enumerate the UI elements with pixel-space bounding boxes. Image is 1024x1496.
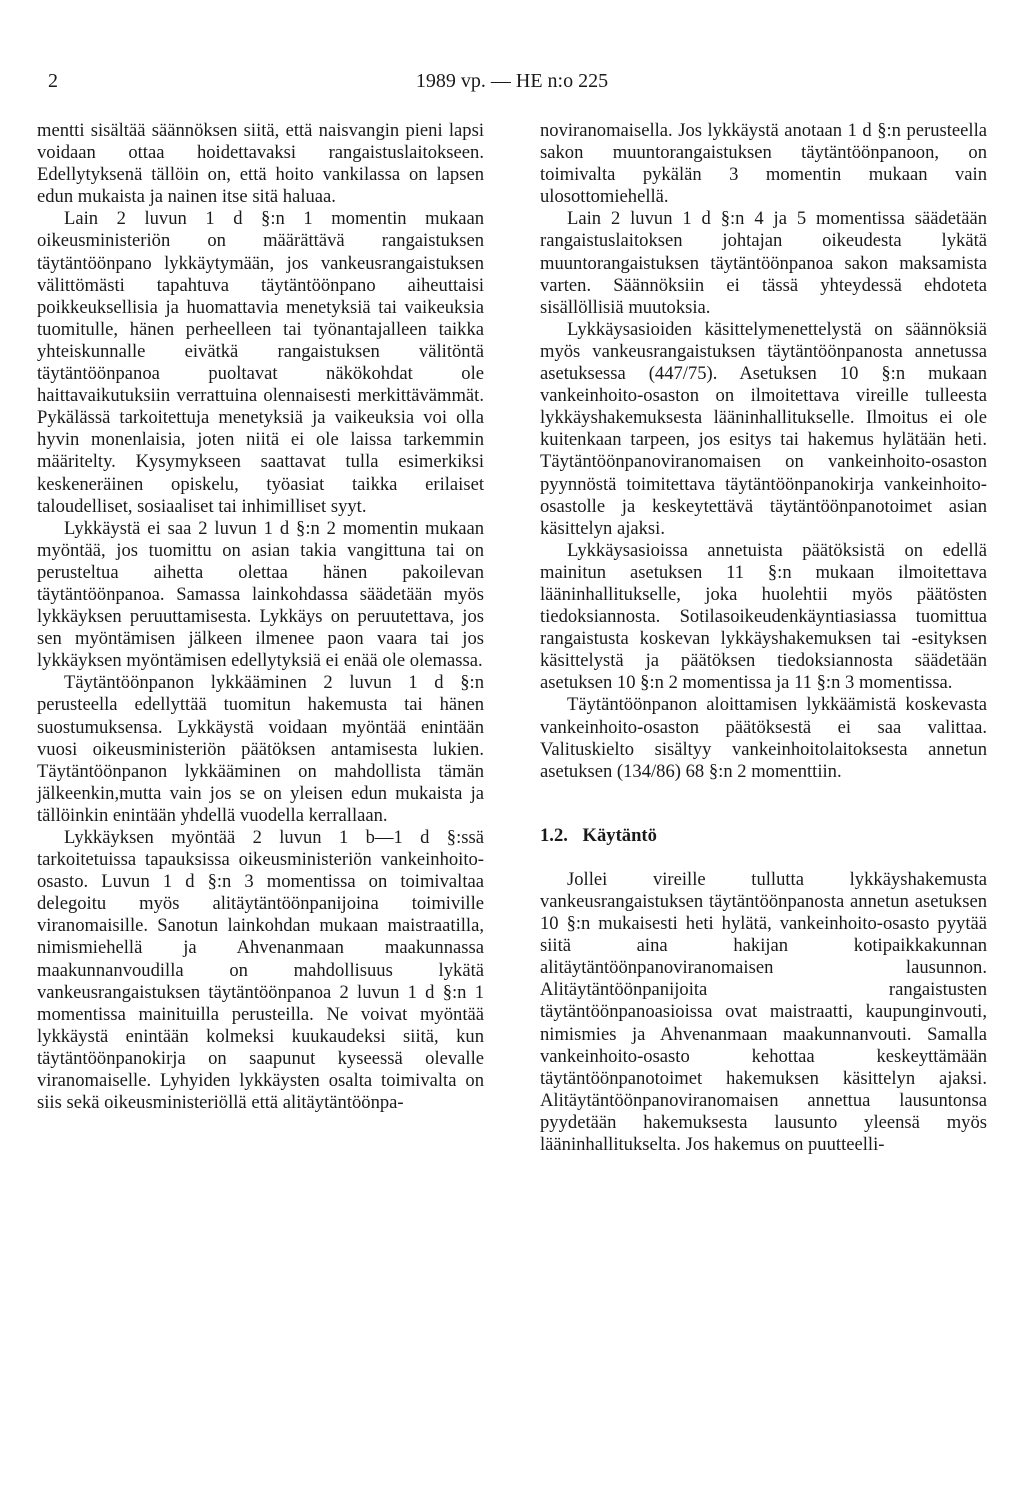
left-column (37, 120, 484, 1114)
paragraph: Täytäntöönpanon aloittamisen lykkäämistä koskevasta vankeinhoito-osaston päätöksestä ei saa valittaa. Valituskielto sisältyy vankeinhoitolaitoksesta annetun asetuksen (134/86) 68 §:n 2 momenttiin. (540, 694, 987, 782)
paragraph: Lykkäystä ei saa 2 luvun 1 d §:n 2 momentin mukaan myöntää, jos tuomittu on asian takia vangittuna tai on perusteltua aihetta olettaa hänen pakoilevan täytäntöönpanoa. Samassa lainkohdassa säädetään myös lykkäyksen peruuttamisesta. Lykkäys on peruutettava, jos sen myöntämisen jälkeen ilmenee paon vaara tai jos lykkäyksen myöntämisen edellytyksiä ei enää ole olemassa. (37, 517, 484, 672)
page-number: 2 (48, 70, 58, 92)
paragraph: Lykkäyksen myöntää 2 luvun 1 b—1 d §:ssä tarkoitetuissa tapauksissa oikeusministeriön vankeinhoito-osasto. Luvun 1 d §:n 3 momentissa on toimivaltaa delegoitu myös alitäytäntöönpanijoina toimiville viranomaisille. Sanotun lainkohdan mukaan maistraatilla, nimismiehellä ja Ahvenanmaan maakunnassa maakunnanvoudilla on mahdollisuus lykätä vankeusrangaistuksen täytäntöönpanoa 2 luvun 1 d §:n 1 momentissa mainituilla perusteilla. Ne voivat myöntää lykkäystä enintään kolmeksi kuukaudeksi siitä, kun täytäntöönpanokirja on saapunut kyseessä olevalle viranomaiselle. Lyhyiden lykkäysten osalta toimivalta on siis sekä oikeusministeriöllä että alitäytäntöönpa- (37, 827, 484, 1114)
running-head: 1989 vp. — HE n:o 225 (415, 70, 609, 92)
section-heading (540, 825, 987, 847)
paragraph: mentti sisältää säännöksen siitä, että naisvangin pieni lapsi voidaan ottaa hoidettavaksi rangaistuslaitokseen. Edellytyksenä tällöin on, että hoito vankilassa on lapsen edun mukaista ja nainen itse sitä haluaa. (37, 120, 484, 208)
paragraph: Lain 2 luvun 1 d §:n 4 ja 5 momentissa säädetään rangaistuslaitoksen johtajan oikeudesta lykätä muuntorangaistuksen täytäntöönpanoa sakon maksamista varten. Säännöksiin ei tässä yhteydessä ehdoteta sisällöllisiä muutoksia. (540, 208, 987, 318)
paragraph: Lain 2 luvun 1 d §:n 1 momentin mukaan oikeusministeriön on määrättävä rangaistuksen täytäntöönpano lykkäytymään, jos vankeusrangaistuksen välittömästi tapahtuva täytäntöönpano aiheuttaisi poikkeuksellisia ja huomattavia menetyksiä tai vaikeuksia tuomitulle, hänen perheelleen tai työnantajalleen taikka yhteiskunnalle eivätkä rangaistuksen välitöntä täytäntöönpanoa puoltavat näkökohdat ole haittavaikutuksiin verrattuina olennaisesti merkittävämmät. Pykälässä tarkoitettuja menetyksiä ja vaikeuksia voi olla hyvin monenlaisia, joten niitä ei ole laissa tarkemmin määritelty. Kysymykseen saattavat tulla esimerkiksi keskeneräinen opiskelu, työasiat taikka erilaiset taloudelliset, sosiaaliset tai inhimilliset syyt. (37, 208, 484, 517)
right-column (540, 120, 987, 1156)
paragraph: Jollei vireille tullutta lykkäyshakemusta vankeusrangaistuksen täytäntöönpanosta annetun asetuksen 10 §:n mukaisesti heti hylätä, vankeinhoito-osasto pyytää siitä aina hakijan kotipaikkakunnan alitäytäntöönpanoviranomaisen lausunnon. Alitäytäntöönpanijoita rangaistusten täytäntöönpanoasioissa ovat maistraatti, kaupunginvouti, nimismies ja Ahvenanmaan maakunnanvouti. Samalla vankeinhoito-osasto kehottaa keskeyttämään täytäntöönpanotoimet hakemuksen käsittelyn ajaksi. Alitäytäntöönpanoviranomaisen annettua lausuntonsa pyydetään hakemuksesta lausunto yleensä myös lääninhallitukselta. Jos hakemus on puutteelli- (540, 868, 987, 1156)
paragraph: Täytäntöönpanon lykkääminen 2 luvun 1 d §:n perusteella edellyttää tuomitun hakemusta tai hänen suostumuksensa. Lykkäystä voidaan myöntää enintään vuosi oikeusministeriön päätöksen antamisesta lukien. Täytäntöönpanon lykkääminen on mahdollista tämän jälkeenkin,mutta vain jos se on yleisen edun mukaista ja tällöinkin enintään yhdellä vuodella kerrallaan. (37, 672, 484, 826)
section-title: Käytäntö (582, 824, 657, 846)
section-number: 1.2. (540, 824, 568, 846)
paragraph: Lykkäysasioiden käsittelymenettelystä on säännöksiä myös vankeusrangaistuksen täytäntöönpanosta annetussa asetuksessa (447/75). Asetuksen 10 §:n mukaan vankeinhoito-osaston on ilmoitettava vireille tulleesta lykkäyshakemuksesta lääninhallitukselle. Ilmoitus ei ole kuitenkaan tarpeen, jos esitys tai hakemus hylätään heti. Täytäntöönpanoviranomaisen on vankeinhoito-osaston pyynnöstä toimitettava täytäntöönpanokirja vankeinhoito-osastolle ja keskeytettävä täytäntöönpanotoimet asian käsittelyn ajaksi. (540, 318, 987, 539)
paragraph: Lykkäysasioissa annetuista päätöksistä on edellä mainitun asetuksen 11 §:n mukaan ilmoitettava lääninhallitukselle, joka huolehtii myös päätösten tiedoksiannosta. Sotilasoikeudenkäyntiasiassa tuomittua rangaistusta koskevan lykkäyshakemuksen tai -esityksen käsittelystä ja päätöksen tiedoksiannosta säädetään asetuksen 10 §:n 2 momentissa ja 11 §:n 3 momentissa. (540, 539, 987, 694)
paragraph: noviranomaisella. Jos lykkäystä anotaan 1 d §:n perusteella sakon muuntorangaistuksen täytäntöönpanoon, on toimivalta pykälän 3 momentin mukaan vain ulosottomiehellä. (540, 120, 987, 208)
